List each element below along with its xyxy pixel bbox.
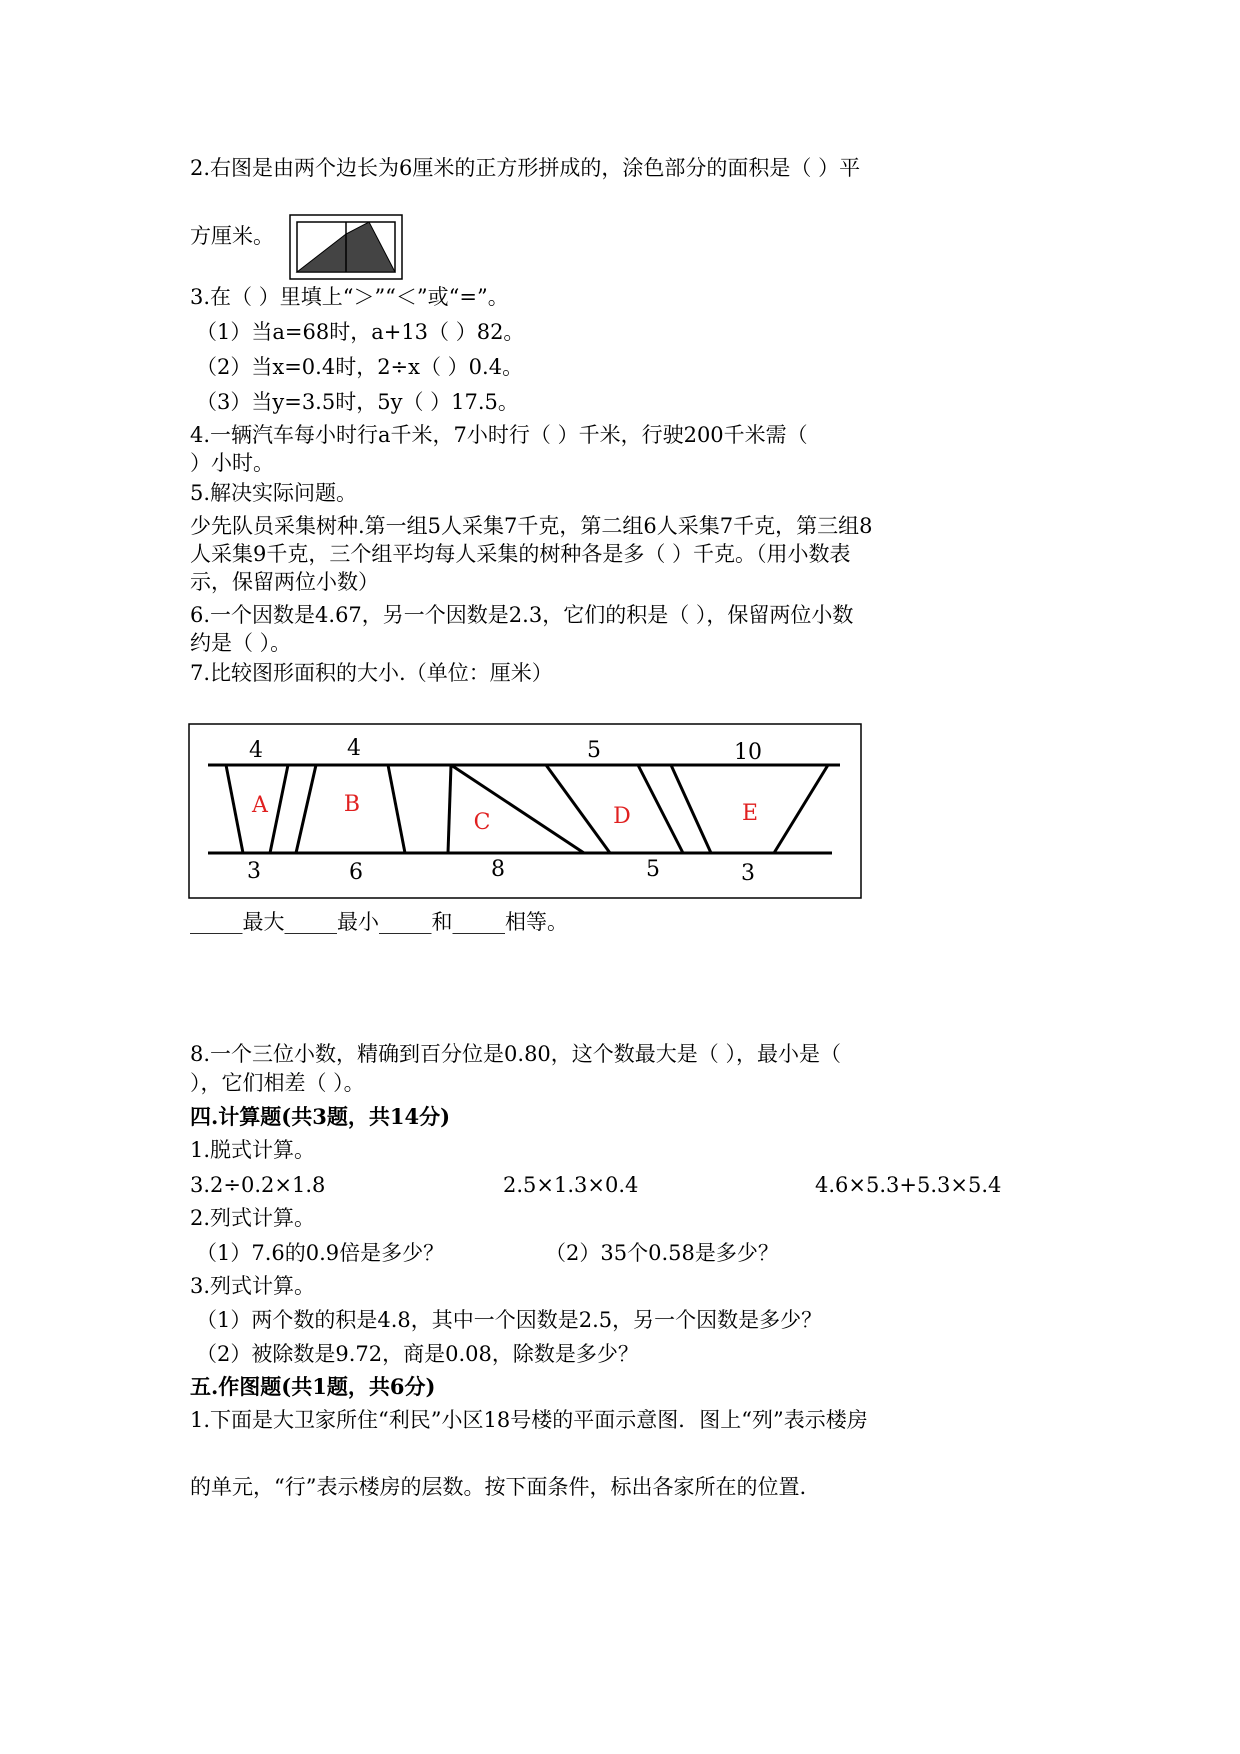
section-4-title: 四.计算题(共3题，共14分) <box>190 1104 451 1129</box>
top-label-d: 5 <box>587 738 601 763</box>
top-label-a: 4 <box>249 738 263 763</box>
bottom-label-c: 8 <box>491 857 505 882</box>
q2-line2: 方厘米。 <box>190 224 274 248</box>
q5-line1: 少先队员采集树种.第一组5人采集7千克，第二组6人采集7千克，第三组8 <box>190 514 873 538</box>
top-label-e: 10 <box>734 740 762 765</box>
sec4-q1-expr-2: 2.5×1.3×0.4 <box>503 1173 639 1197</box>
q5-line2: 人采集9千克，三个组平均每人采集的树种各是多（ ）千克。（用小数表 <box>190 542 851 566</box>
shape-label-a: A <box>252 793 268 818</box>
q3-item-2: （2）当x=0.4时，2÷x（ ）0.4。 <box>196 355 524 379</box>
q5-line3: 示，保留两位小数） <box>190 570 379 594</box>
q8-line2: ），它们相差（ ）。 <box>190 1071 365 1095</box>
section-5-title: 五.作图题(共1题，共6分) <box>190 1374 436 1399</box>
sec4-q2-item-1: （1）7.6的0.9倍是多少？ <box>196 1241 445 1265</box>
bottom-label-d: 5 <box>646 857 660 882</box>
q6-line2: 约是（ ）。 <box>190 631 292 655</box>
bottom-label-e: 3 <box>741 861 755 886</box>
two-squares-figure <box>289 214 403 280</box>
sec4-q3-stem: 3.列式计算。 <box>190 1274 316 1298</box>
q7-answer-line: _____最大_____最小_____和_____相等。 <box>190 910 568 934</box>
q8-line1: 8.一个三位小数，精确到百分位是0.80，这个数最大是（ ），最小是（ <box>190 1042 841 1066</box>
q3-item-3: （3）当y=3.5时，5y（ ）17.5。 <box>196 390 519 414</box>
sec4-q3-item-1: （1）两个数的积是4.8，其中一个因数是2.5，另一个因数是多少？ <box>196 1308 823 1332</box>
bottom-label-a: 3 <box>247 859 261 884</box>
sec5-q1-line2: 的单元，“行”表示楼房的层数。按下面条件，标出各家所在的位置. <box>190 1475 807 1499</box>
sec4-q1-expr-1: 3.2÷0.2×1.8 <box>190 1173 326 1197</box>
shape-label-c: C <box>473 810 491 835</box>
top-label-b: 4 <box>347 736 361 761</box>
q4-line1: 4.一辆汽车每小时行a千米，7小时行（ ）千米，行驶200千米需（ <box>190 423 808 447</box>
shape-label-d: D <box>613 804 631 829</box>
bottom-label-b: 6 <box>349 860 363 885</box>
shape-label-e: E <box>741 801 759 826</box>
q6-line1: 6.一个因数是4.67，另一个因数是2.3，它们的积是（ ），保留两位小数 <box>190 603 854 627</box>
shape-label-b: B <box>343 792 361 817</box>
q5-stem: 5.解决实际问题。 <box>190 481 358 505</box>
sec4-q1-expr-3: 4.6×5.3+5.3×5.4 <box>815 1173 1002 1197</box>
q3-item-1: （1）当a=68时，a+13（ ）82。 <box>196 320 525 344</box>
q4-line2: ）小时。 <box>190 451 274 475</box>
area-comparison-figure <box>188 723 862 899</box>
sec4-q2-item-2: （2）35个0.58是多少？ <box>545 1241 779 1265</box>
q3-stem: 3.在（ ）里填上“＞”“＜”或“=”。 <box>190 285 509 309</box>
sec4-q3-item-2: （2）被除数是9.72，商是0.08，除数是多少？ <box>196 1342 639 1366</box>
sec4-q1-stem: 1.脱式计算。 <box>190 1138 316 1162</box>
q7-stem: 7.比较图形面积的大小.（单位：厘米） <box>190 661 553 685</box>
sec4-q2-stem: 2.列式计算。 <box>190 1206 316 1230</box>
sec5-q1-line1: 1.下面是大卫家所住“利民”小区18号楼的平面示意图．图上“列”表示楼房 <box>190 1408 868 1432</box>
q2-line1: 2.右图是由两个边长为6厘米的正方形拼成的，涂色部分的面积是（ ）平 <box>190 156 861 180</box>
